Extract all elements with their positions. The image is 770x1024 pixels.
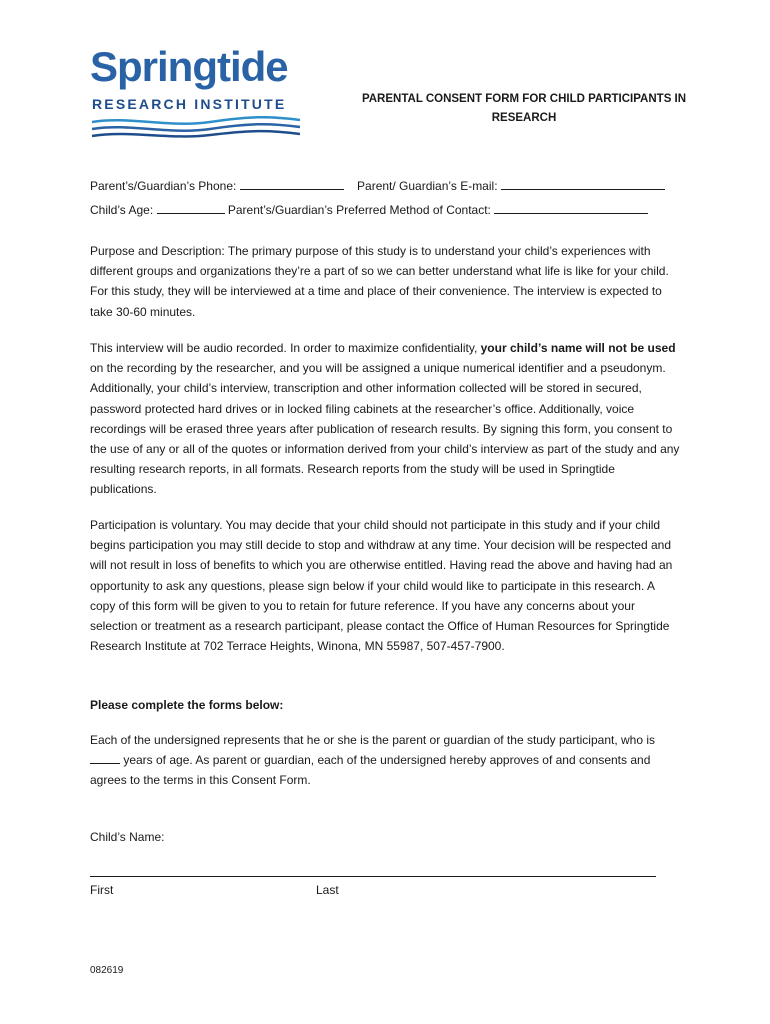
age-label: Child’s Age:: [90, 203, 154, 217]
age-input-line[interactable]: [157, 201, 225, 214]
phone-label: Parent’s/Guardian’s Phone:: [90, 179, 237, 193]
child-name-input-line[interactable]: [90, 876, 656, 877]
form-title: PARENTAL CONSENT FORM FOR CHILD PARTICIPANTS IN RESEARCH: [361, 93, 687, 124]
springtide-logo: [90, 44, 302, 140]
contact-input-line[interactable]: [494, 201, 648, 214]
purpose-paragraph: Purpose and Description: The primary purpose of this study is to understand your child’s experiences with different groups and organizations they’re a part of so we can better understand what life is like for your child. For this study, they will be interviewed at a time and place of their convenience. The interview is expected to take 30-60 minutes.: [90, 244, 669, 319]
recording-text-bold: your child’s name will not be used: [480, 341, 676, 355]
child-name-label: Child’s Name:: [90, 830, 165, 844]
last-name-caption: Last: [316, 883, 339, 897]
contact-label: Parent’s/Guardian’s Preferred Method of Contact:: [227, 203, 491, 217]
complete-heading: Please complete the forms below:: [90, 698, 284, 712]
email-input-line[interactable]: [501, 177, 665, 190]
phone-email-line: [90, 176, 665, 196]
phone-input-line[interactable]: [240, 177, 344, 190]
recording-text-end: on the recording by the researcher, and you will be assigned a unique numerical identifier and a pseudonym. Additionally, your child’s interview, transcription and other information collected will be stored in secured, password protected hard drives or in locked filing cabinets at the researcher’s office. Additionally, voice recordings will be erased three years after publication of research results. By signing this form, you consent to the use of any or all of the quotes or information derived from your child’s interview as part of the study and any resulting research reports, in all formats. Research reports from the study will be used in Springtide publications.: [90, 361, 680, 497]
undersigned-paragraph: [90, 730, 680, 791]
voluntary-paragraph: Participation is voluntary. You may decide that your child should not participate in this study and if your child begins participation you may still decide to stop and withdraw at any time. Your decision will be respected and will not result in loss of benefits to which you are otherwise entitled. Having read the above and having had an opportunity to ask any questions, please sign below if your child would like to participate in this research. A copy of this form will be given to you to retain for future reference. If you have any concerns about your selection or treatment as a research participant, please contact the Office of Human Resources for Springtide Research Institute at 702 Terrace Heights, Winona, MN 55987, 507-457-7900.: [90, 518, 673, 654]
logo-waves-icon: [90, 116, 302, 140]
logo-subtitle: RESEARCH INSTITUTE: [92, 96, 287, 112]
undersigned-text-end: years of age. As parent or guardian, each of the undersigned hereby approves of and consents and agrees to the terms in this Consent Form.: [90, 753, 651, 788]
recording-paragraph: [90, 338, 680, 500]
recording-text-start: This interview will be audio recorded. In order to maximize confidentiality,: [90, 341, 481, 355]
participant-age-input-line[interactable]: [90, 751, 120, 764]
footer-code: 082619: [90, 965, 124, 976]
first-name-caption: First: [90, 883, 114, 897]
logo-wordmark: Springtide: [90, 43, 288, 90]
age-contact-line: [90, 200, 648, 220]
undersigned-text-start: Each of the undersigned represents that he or she is the parent or guardian of the study participant, who is: [90, 733, 656, 747]
email-label: Parent/ Guardian’s E-mail:: [357, 179, 498, 193]
